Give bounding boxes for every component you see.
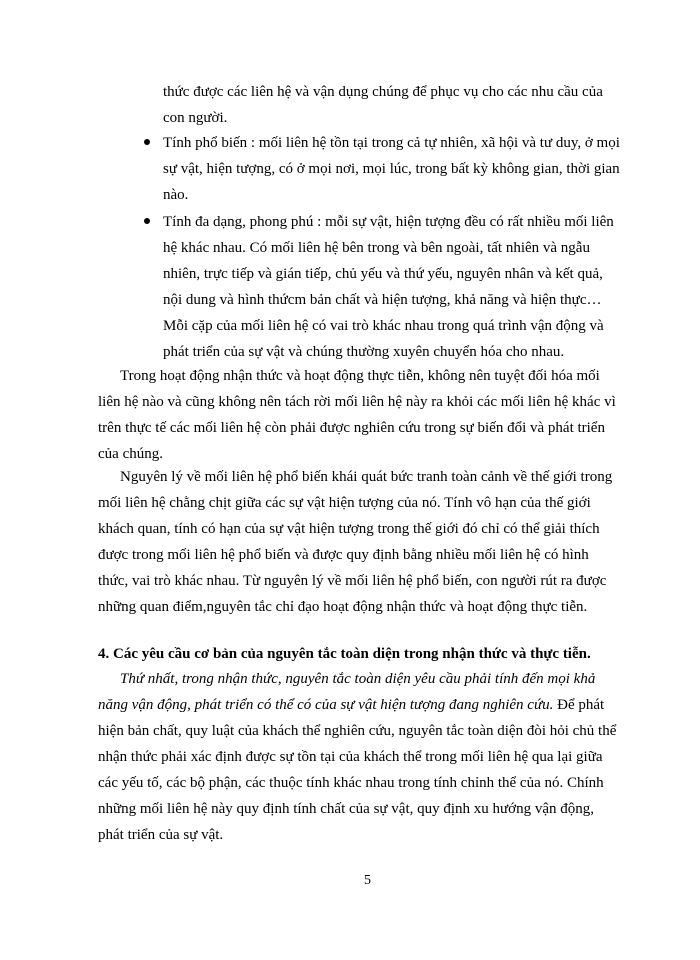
paragraph-line: thức, vai trò khác nhau. Từ nguyên lý về mối liên hệ phổ biến, con người rút ra được (98, 573, 607, 589)
paragraph-line: các yếu tố, các bộ phận, các thuộc tính khác nhau trong tính chỉnh thể của nó. Chính (98, 775, 604, 791)
paragraph-line: Trong hoạt động nhận thức và hoạt động thực tiễn, không nên tuyệt đối hóa mối (120, 368, 600, 384)
bullet-line: nhiên, trực tiếp và gián tiếp, chủ yếu và thứ yếu, nguyên nhân và kết quả, (163, 266, 603, 282)
bullet-marker (144, 218, 150, 224)
page-number: 5 (364, 873, 371, 888)
bullet-line: nội dung và hình thứcm bản chất và hiện tượng, khả năng và hiện thực… (163, 292, 602, 308)
bullet-line: phát triển của sự vật và chúng thường xuyên chuyển hóa cho nhau. (163, 344, 565, 360)
paragraph-line: khách quan, tính có hạn của sự vật hiện tượng trong thế giới đó chỉ có thể giải thích (98, 521, 600, 537)
bullet-line: con người. (163, 110, 228, 126)
bullet-line: thức được các liên hệ và vận dụng chúng để phục vụ cho các nhu cầu của (163, 84, 603, 100)
text-span: Để phát (553, 697, 605, 713)
italic-span: năng vận động, phát triển có thể có của sự vật hiện tượng đang nghiên cứu. (98, 697, 554, 713)
paragraph-line: được trong mối liên hệ phổ biến và được quy định bằng nhiều mối liên hệ có hình (98, 547, 589, 563)
paragraph-line: phát triển của sự vật. (98, 827, 224, 843)
italic-line: Thứ nhất, trong nhận thức, nguyên tắc toàn diện yêu cầu phải tính đến mọi khả (120, 671, 596, 687)
paragraph-line: nhận thức phải xác định được sự tồn tại của khách thể trong mối liên hệ qua lại giữa (98, 749, 603, 765)
bullet-marker (144, 139, 150, 145)
bullet-line: Tính đa dạng, phong phú : mỗi sự vật, hiện tượng đều có rất nhiều mối liên (163, 214, 614, 230)
paragraph-line: của chúng. (98, 446, 163, 462)
paragraph-line: mối liên hệ chằng chịt giữa các sự vật hiện tượng của nó. Tính vô hạn của thế giới (98, 495, 591, 511)
bullet-line: hệ khác nhau. Có mối liên hệ bên trong và bên ngoài, tất nhiên và ngẫu (163, 240, 590, 256)
paragraph-line: trên thực tế các mối liên hệ còn phải được nghiên cứu trong sự biến đổi và phát triển (98, 420, 605, 436)
bullet-line: Mỗi cặp của mối liên hệ có vai trò khác nhau trong quá trình vận động và (163, 318, 604, 334)
paragraph-line: những quan điểm,nguyên tắc chỉ đạo hoạt động nhận thức và hoạt động thực tiễn. (98, 599, 588, 615)
bullet-line: nào. (163, 187, 189, 203)
paragraph-line: những mối liên hệ này quy định tính chất của sự vật, quy định xu hướng vận động, (98, 801, 595, 817)
paragraph-line: liên hệ nào và cũng không nên tách rời mối liên hệ này ra khỏi các mối liên hệ khác vì (98, 394, 616, 410)
bullet-line: Tính phổ biến : mối liên hệ tồn tại trong cả tự nhiên, xã hội và tư duy, ở mọi (163, 135, 620, 151)
mixed-line (98, 695, 604, 715)
paragraph-line: Nguyên lý về mối liên hệ phổ biến khái quát bức tranh toàn cảnh về thế giới trong (120, 469, 613, 485)
bullet-line: sự vật, hiện tượng, có ở mọi nơi, mọi lúc, trong bất kỳ không gian, thời gian (163, 161, 620, 177)
section-heading: 4. Các yêu cầu cơ bản của nguyên tắc toàn diện trong nhận thức và thực tiễn. (98, 646, 591, 662)
paragraph-line: hiện bản chất, quy luật của khách thể nghiên cứu, nguyên tắc toàn diện đòi hỏi chủ thể (98, 723, 617, 739)
